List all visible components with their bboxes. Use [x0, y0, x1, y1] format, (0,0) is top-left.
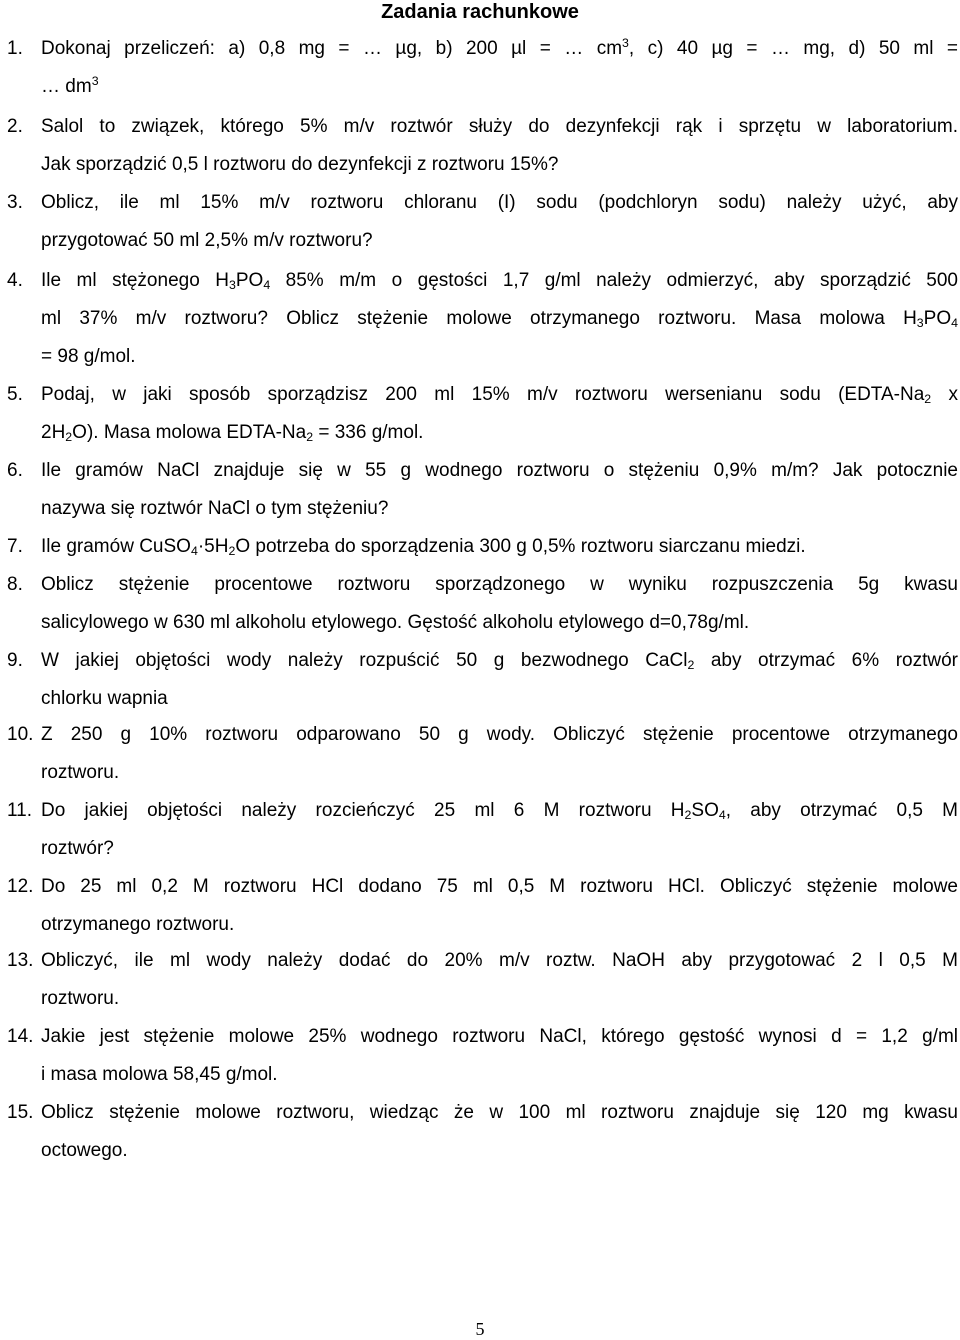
task-number: 10.	[7, 724, 34, 745]
task-text-line: Oblicz stężenie procentowe roztworu sporządzonego w wyniku rozpuszczenia 5g kwasu	[41, 574, 958, 595]
task-text-line: Oblicz, ile ml 15% m/v roztworu chloranu (I) sodu (podchloryn sodu) należy użyć, aby	[41, 192, 958, 213]
subscript: 3	[228, 278, 236, 293]
task-text-line: i masa molowa 58,45 g/mol.	[41, 1064, 278, 1085]
task-text-line: chlorku wapnia	[41, 688, 168, 709]
task-text-line: Do 25 ml 0,2 M roztworu HCl dodano 75 ml 0,5 M roztworu HCl. Obliczyć stężenie molowe	[41, 876, 958, 897]
task-number: 11.	[7, 800, 33, 821]
task-text-line: Jakie jest stężenie molowe 25% wodnego roztworu NaCl, którego gęstość wynosi d = 1,2 g/ml	[41, 1026, 958, 1047]
task-number: 4.	[7, 270, 23, 291]
task-item	[0, 566, 958, 642]
task-number: 6.	[7, 460, 23, 481]
subscript: 2	[65, 430, 73, 445]
task-item	[0, 30, 958, 106]
subscript: 2	[924, 392, 932, 407]
task-text-line: Podaj, w jaki sposób sporządzisz 200 ml 15% m/v roztworu wersenianu sodu ($EDTA-Na_2$ x	[41, 384, 958, 407]
task-number: 2.	[7, 116, 23, 137]
subscript: 4	[263, 278, 271, 293]
task-text-line: roztworu.	[41, 762, 120, 783]
subscript: 3	[916, 316, 924, 331]
task-text-line: Salol to związek, którego 5% m/v roztwór służy do dezynfekcji rąk i sprzętu w laboratorium.	[41, 116, 958, 137]
task-item	[0, 868, 958, 944]
task-text-line: nazywa się roztwór NaCl o tym stężeniu?	[41, 498, 389, 519]
task-number: 13.	[7, 950, 34, 971]
task-text-line: roztworu.	[41, 988, 120, 1009]
task-text-line: W jakiej objętości wody należy rozpuścić 50 g bezwodnego CaCl$_2$ aby otrzymać 6% roztwór	[41, 650, 958, 673]
task-number: 14.	[7, 1026, 34, 1047]
task-number: 12.	[7, 876, 34, 897]
task-text-line: Ile ml stężonego $H_3PO_4$ 85% m/m o gęstości 1,7 g/ml należy odmierzyć, aby sporządzić 500	[41, 270, 959, 293]
subscript: 2	[684, 808, 692, 823]
task-item	[0, 716, 958, 792]
task-number: 15.	[7, 1102, 34, 1123]
task-number: 7.	[7, 536, 23, 557]
task-text-line: ml 37% m/v roztworu? Oblicz stężenie molowe otrzymanego roztworu. Masa molowa $H_3PO_4$	[41, 308, 958, 331]
subscript: 2	[228, 544, 236, 559]
task-item	[0, 452, 958, 528]
task-item	[0, 376, 958, 452]
task-item	[0, 1094, 958, 1170]
task-text-line: Z 250 g 10% roztworu odparowano 50 g wody. Obliczyć stężenie procentowe otrzymanego	[41, 724, 958, 745]
task-text-line: … $dm^3$	[41, 74, 99, 97]
page-title: Zadania rachunkowe	[381, 1, 579, 23]
task-text-line: $2H_2O$). Masa molowa EDTA-$Na_2 = 336$ g/mol.	[41, 422, 424, 445]
task-number: 3.	[7, 192, 23, 213]
subscript: 2	[687, 658, 695, 673]
task-number: 1.	[7, 38, 23, 59]
task-text-line: otrzymanego roztworu.	[41, 914, 235, 935]
superscript: 3	[91, 74, 99, 89]
task-text-line: octowego.	[41, 1140, 128, 1161]
task-item	[0, 184, 958, 260]
superscript: 3	[622, 36, 629, 51]
task-text-line: Ile gramów NaCl znajduje się w 55 g wodnego roztworu o stężeniu 0,9% m/m? Jak potocznie	[41, 460, 958, 481]
task-number: 5.	[7, 384, 23, 405]
subscript: 4	[718, 808, 726, 823]
task-text-line: = 98 g/mol.	[41, 346, 136, 367]
task-number: 8.	[7, 574, 23, 595]
task-text-line: Do jakiej objętości należy rozcieńczyć 25 ml 6 M roztworu $H_2SO_4$, aby otrzymać 0,5 M	[41, 800, 959, 823]
task-item	[0, 528, 958, 566]
task-text-line: Dokonaj przeliczeń: a) 0,8 mg = … µg, b) 200 µl = … $cm^3$, c) 40 µg = … mg, d) 50 ml =	[41, 36, 958, 59]
task-text-line: Ile gramów $CuSO_4\cdot 5H_2O$ potrzeba do sporządzenia 300 g 0,5% roztworu siarczanu miedzi.	[41, 536, 806, 559]
subscript: 2	[306, 430, 314, 445]
subscript: 4	[190, 544, 198, 559]
task-item	[0, 1018, 958, 1094]
task-item	[0, 792, 958, 868]
task-item	[0, 108, 958, 184]
task-text-line: roztwór?	[41, 838, 114, 859]
task-number: 9.	[7, 650, 23, 671]
subscript: 4	[951, 316, 958, 331]
task-text-line: Oblicz stężenie molowe roztworu, wiedząc że w 100 ml roztworu znajduje się 120 mg kwasu	[41, 1102, 958, 1123]
task-item	[0, 942, 958, 1018]
task-text-line: Obliczyć, ile ml wody należy dodać do 20% m/v roztw. NaOH aby przygotować 2 l 0,5 M	[41, 950, 958, 971]
task-text-line: salicylowego w 630 ml alkoholu etylowego. Gęstość alkoholu etylowego d=0,78g/ml.	[41, 612, 750, 633]
task-text-line: przygotować 50 ml 2,5% m/v roztworu?	[41, 230, 373, 251]
page-number: 5	[475, 1319, 485, 1339]
task-item	[0, 642, 958, 718]
task-item	[0, 262, 958, 376]
task-text-line: Jak sporządzić 0,5 l roztworu do dezynfekcji z roztworu 15%?	[41, 154, 559, 175]
